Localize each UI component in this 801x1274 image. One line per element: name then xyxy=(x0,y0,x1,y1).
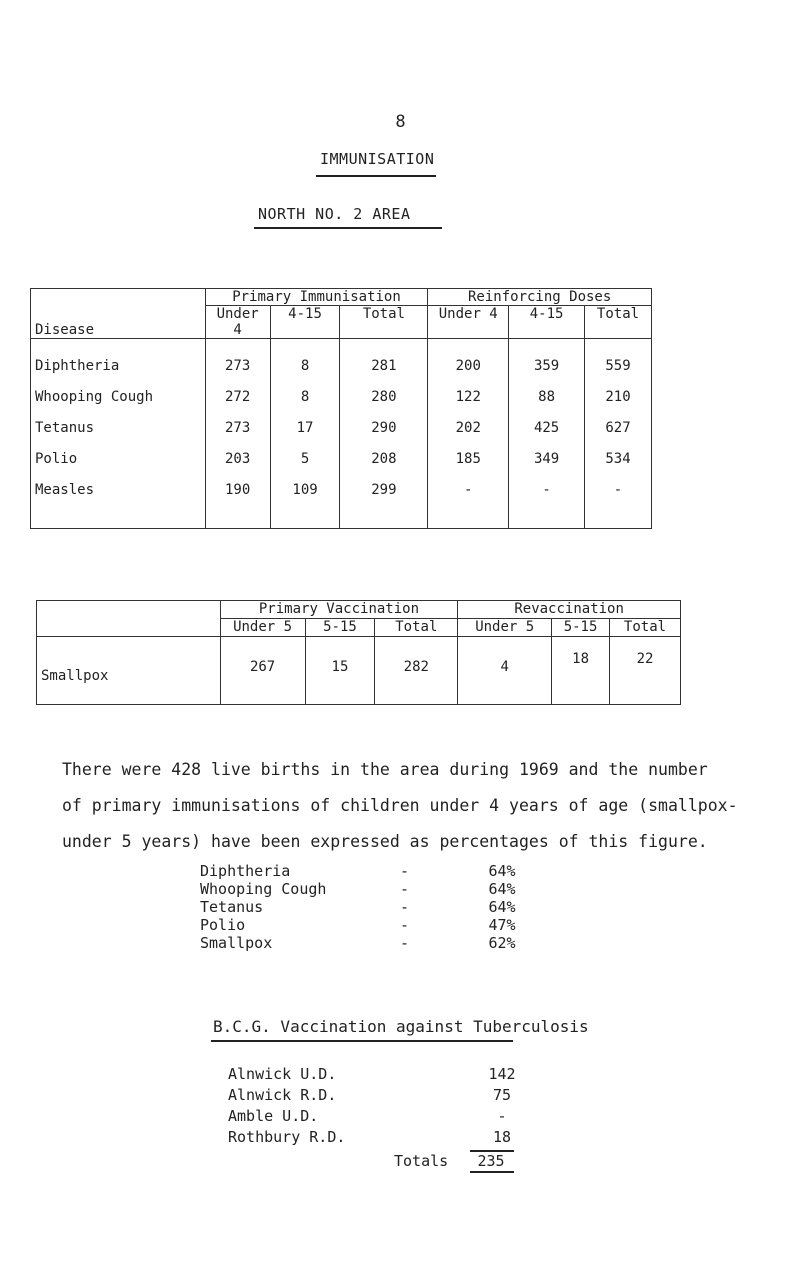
table-cell: 122 xyxy=(455,389,481,405)
page-number: 8 xyxy=(395,112,406,132)
table-cell: 202 xyxy=(455,420,481,436)
bcg-section-title: B.C.G. Vaccination against Tuberculosis xyxy=(213,1017,589,1036)
percentage-value: 62% xyxy=(488,934,516,952)
list-item xyxy=(228,1085,526,1106)
column-header: Total xyxy=(375,619,458,637)
subtitle-underline xyxy=(254,227,442,229)
list-item xyxy=(200,880,532,898)
table-cell: 282 xyxy=(375,637,458,705)
column-header: Total xyxy=(610,619,681,637)
percentage-value: 64% xyxy=(488,898,516,916)
district-value: 18 xyxy=(492,1128,512,1146)
column-header: Under 5 xyxy=(220,619,305,637)
district-name: Alnwick U.D. xyxy=(228,1065,337,1083)
table-cell: 559 xyxy=(605,358,631,374)
paragraph-line: of primary immunisations of children under 4 years of age (smallpox- xyxy=(62,796,738,815)
table-cell: 88 xyxy=(538,389,556,405)
reinforcing-doses-header: Reinforcing Doses xyxy=(428,289,652,306)
table-cell: 280 xyxy=(371,389,397,405)
disease-column xyxy=(31,339,206,529)
separator-dash: - xyxy=(400,862,410,880)
disease-name: Polio xyxy=(35,451,78,467)
table-cell: 299 xyxy=(371,482,397,498)
district-value: - xyxy=(497,1107,507,1125)
table-cell: 210 xyxy=(605,389,631,405)
paragraph-line: under 5 years) have been expressed as percentages of this figure. xyxy=(62,832,708,851)
table-cell: 8 xyxy=(300,358,310,374)
table-cell: 17 xyxy=(296,420,314,436)
vaccination-table xyxy=(36,600,681,705)
table-cell: - xyxy=(542,482,551,498)
table-cell: 272 xyxy=(224,389,251,405)
column-header: 5-15 xyxy=(552,619,610,637)
percentage-value: 47% xyxy=(488,916,516,934)
district-value: 142 xyxy=(488,1065,516,1083)
table-cell: 5 xyxy=(300,451,310,467)
list-item xyxy=(200,916,532,934)
table-cell: 267 xyxy=(220,637,305,705)
primary-immunisation-header: Primary Immunisation xyxy=(205,289,428,306)
value-column xyxy=(270,339,340,529)
table-cell: 4 xyxy=(458,637,552,705)
table-cell: 349 xyxy=(533,451,560,467)
column-header: Total xyxy=(340,306,428,339)
table-cell: - xyxy=(613,482,623,498)
value-column xyxy=(340,339,428,529)
disease-name: Tetanus xyxy=(35,420,95,436)
table-cell: 22 xyxy=(610,637,681,705)
list-item xyxy=(200,862,532,880)
column-header: Total xyxy=(585,306,652,339)
percentage-disease: Smallpox xyxy=(200,934,273,952)
table-cell: 273 xyxy=(224,420,251,436)
column-header: Under 4 xyxy=(428,306,509,339)
paragraph xyxy=(62,752,782,860)
paragraph-line: There were 428 live births in the area during 1969 and the number xyxy=(62,760,708,779)
table-cell: 534 xyxy=(605,451,631,467)
table-cell: 281 xyxy=(371,358,397,374)
immunisation-table xyxy=(30,288,652,529)
value-column xyxy=(585,339,652,529)
value-column xyxy=(428,339,509,529)
table-cell: 208 xyxy=(371,451,397,467)
table-cell: 627 xyxy=(605,420,631,436)
list-item xyxy=(200,934,532,952)
table-cell: 425 xyxy=(533,420,560,436)
column-header: 5-15 xyxy=(305,619,375,637)
title-underline xyxy=(316,175,436,177)
list-item xyxy=(228,1064,526,1085)
percentages-list xyxy=(200,862,532,952)
list-item xyxy=(228,1106,526,1127)
table-cell: 290 xyxy=(371,420,397,436)
value-column xyxy=(509,339,585,529)
district-name: Alnwick R.D. xyxy=(228,1086,337,1104)
percentage-disease: Tetanus xyxy=(200,898,264,916)
total-rule-bottom xyxy=(470,1171,514,1173)
list-item xyxy=(200,898,532,916)
column-header: 4-15 xyxy=(509,306,585,339)
table-cell: 273 xyxy=(224,358,251,374)
percentage-value: 64% xyxy=(488,862,516,880)
row-label: Smallpox xyxy=(37,637,221,705)
district-value: 75 xyxy=(492,1086,512,1104)
disease-name: Diphtheria xyxy=(35,358,120,374)
district-name: Rothbury R.D. xyxy=(228,1128,346,1146)
bcg-title-underline xyxy=(211,1040,513,1042)
table-cell: 15 xyxy=(305,637,375,705)
blank-header xyxy=(37,601,221,637)
table-cell: 185 xyxy=(455,451,481,467)
revaccination-header: Revaccination xyxy=(458,601,681,619)
table-cell: 18 xyxy=(552,637,610,705)
separator-dash: - xyxy=(400,916,410,934)
page-subtitle: NORTH NO. 2 AREA xyxy=(258,205,411,223)
table-cell: - xyxy=(464,482,473,498)
separator-dash: - xyxy=(400,898,410,916)
list-item xyxy=(228,1127,526,1148)
bcg-list xyxy=(228,1064,526,1148)
disease-name: Whooping Cough xyxy=(35,389,154,405)
column-header: Under 4 xyxy=(205,306,270,339)
column-header: Under 5 xyxy=(458,619,552,637)
percentage-disease: Whooping Cough xyxy=(200,880,327,898)
separator-dash: - xyxy=(400,880,410,898)
percentage-disease: Diphtheria xyxy=(200,862,291,880)
table-cell: 359 xyxy=(533,358,560,374)
percentage-value: 64% xyxy=(488,880,516,898)
table-cell: 109 xyxy=(292,482,318,498)
primary-vaccination-header: Primary Vaccination xyxy=(220,601,458,619)
percentage-disease: Polio xyxy=(200,916,246,934)
column-header: 4-15 xyxy=(270,306,340,339)
value-column xyxy=(205,339,270,529)
disease-name: Measles xyxy=(35,482,95,498)
totals-label: Totals xyxy=(394,1152,449,1170)
table-cell: 203 xyxy=(224,451,251,467)
table-cell: 8 xyxy=(300,389,310,405)
totals-value: 235 xyxy=(477,1152,505,1170)
table-cell: 190 xyxy=(224,482,251,498)
district-name: Amble U.D. xyxy=(228,1107,319,1125)
page-title: IMMUNISATION xyxy=(320,150,435,168)
separator-dash: - xyxy=(400,934,410,952)
table-cell: 200 xyxy=(455,358,481,374)
disease-header: Disease xyxy=(31,289,206,339)
